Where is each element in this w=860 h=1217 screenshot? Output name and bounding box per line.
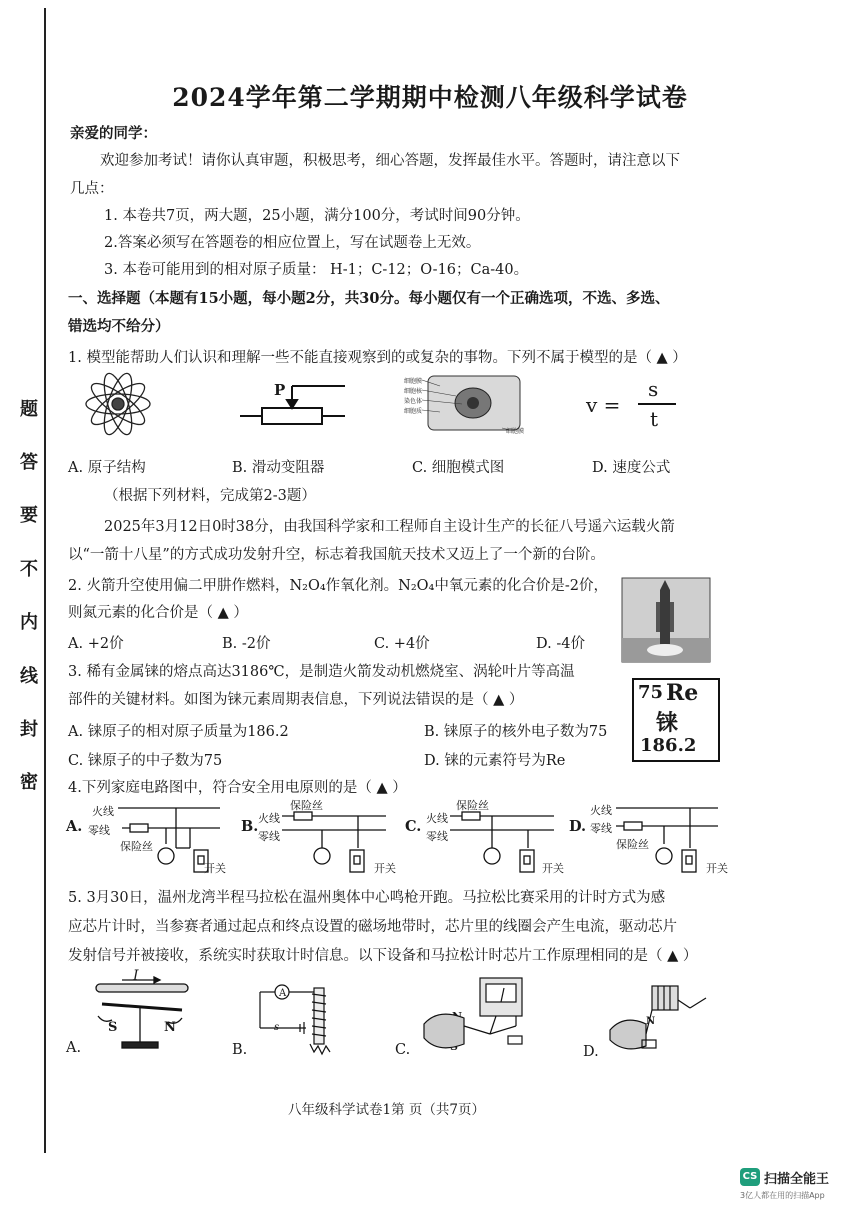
switch-label: 开关 (204, 862, 226, 875)
option-letter: A. (66, 1040, 82, 1056)
note-item: 3. 本卷可能用到的相对原子质量： H-1；C-12；O-16；Ca-40。 (104, 262, 529, 278)
fraction-bar (638, 403, 676, 405)
fuse-label: 保险丝 (120, 840, 153, 853)
side-char: 要 (20, 505, 38, 526)
rocket-launch-photo (622, 578, 710, 662)
magnet-pole-n: N (164, 1020, 176, 1035)
side-char: 封 (20, 719, 38, 740)
circuit-diagram-d (612, 800, 722, 880)
cell-label: 细胞膜 (404, 378, 423, 385)
question-stem: 应芯片计时，当参赛者通过起点和终点设置的磁场地带时，芯片里的线圈会产生电流，驱动芯片 (68, 919, 677, 935)
circuit-letter: C. (405, 818, 422, 835)
live-wire-label: 火线 (426, 812, 448, 825)
switch-label: 开关 (542, 862, 564, 875)
live-wire-label: 火线 (92, 805, 114, 818)
question-stem: 2. 火箭升空使用偏二甲肼作燃料，N₂O₄作氧化剂。N₂O₄中氧元素的化合价是-2价， (68, 578, 608, 594)
fuse-label: 保险丝 (456, 799, 489, 812)
option-b: B. -2价 (222, 636, 271, 652)
live-wire-label: 火线 (258, 812, 280, 825)
note-item: 1. 本卷共7页，两大题，25小题，满分100分，考试时间90分钟。 (104, 208, 530, 224)
generator-galvanometer-figure (420, 976, 540, 1060)
option-letter: D. (583, 1044, 599, 1060)
material-line: 2025年3月12日0时38分，由我国科学家和工程师自主设计生产的长征八号遥六运载火箭 (104, 519, 675, 535)
option-a: A. +2价 (68, 636, 124, 652)
intro-line: 几点： (70, 181, 114, 197)
element-card (632, 678, 720, 762)
page-title: 2024学年第二学期期中检测八年级科学试卷 (172, 83, 688, 112)
option-d: D. -4价 (536, 636, 585, 652)
circuit-diagram-b (282, 808, 392, 880)
material-note: （根据下列材料，完成第2-3题） (104, 488, 316, 504)
side-char: 密 (20, 772, 38, 793)
watermark-subtitle: 3亿人都在用的扫描App (740, 1191, 825, 1200)
question-stem: 5. 3月30日，温州龙湾半程马拉松在温州奥体中心鸣枪开跑。马拉松比赛采用的计时方式为感 (68, 890, 666, 906)
neutral-wire-label: 零线 (88, 824, 110, 837)
rheostat-figure (240, 380, 350, 432)
magnet-pole-n: N (646, 1016, 656, 1027)
circuit-letter: D. (569, 818, 587, 835)
element-name: 铼 (656, 710, 679, 736)
side-char: 答 (20, 452, 38, 473)
circuit-letter: A. (66, 818, 83, 835)
circuit-diagram-a (110, 800, 225, 880)
question-stem: 发射信号并被接收，系统实时获取计时信息。以下设备和马拉松计时芯片工作原理相同的是（ ▲ ） (68, 948, 698, 964)
option-letter: B. (232, 1042, 248, 1058)
live-wire-label: 火线 (590, 804, 612, 817)
oersted-experiment-figure (92, 980, 192, 1052)
option-b: B. 铼原子的核外电子数为75 (424, 724, 608, 740)
circuit-letter: B. (241, 818, 259, 835)
cell-label: 细胞核 (404, 388, 423, 395)
option-a: A. 原子结构 (68, 460, 146, 476)
ammeter-label: A (279, 988, 287, 999)
side-char: 线 (20, 666, 38, 687)
atomic-number: 75 (638, 682, 664, 703)
question-stem: 3. 稀有金属铼的熔点高达3186℃，是制造火箭发动机燃烧室、涡轮叶片等高温 (68, 664, 575, 680)
neutral-wire-label: 零线 (590, 822, 612, 835)
side-char: 内 (20, 612, 38, 633)
question-stem: 1. 模型能帮助人们认识和理解一些不能直接观察到的或复杂的事物。下列不属于模型的是（ ▲ ） (68, 350, 687, 366)
motor-battery-figure (606, 980, 736, 1056)
cell-label: 细胞质 (404, 408, 423, 415)
speed-formula-lhs: v = (586, 393, 621, 417)
option-b: B. 滑动变阻器 (232, 460, 325, 476)
fuse-label: 保险丝 (616, 838, 649, 851)
switch-label: 开关 (374, 862, 396, 875)
magnet-pole-s: S (108, 1020, 118, 1035)
switch-label-s: s (274, 1022, 280, 1033)
cell-label: 细胞膜 (506, 428, 525, 435)
electromagnet-figure (256, 980, 346, 1060)
switch-label: 开关 (706, 862, 728, 875)
atom-structure-figure (82, 370, 154, 438)
material-line: 以“一箭十八星”的方式成功发射升空，标志着我国航天技术又迈上了一个新的台阶。 (68, 547, 605, 563)
question-stem: 4.下列家庭电路图中，符合安全用电原则的是（ ▲ ） (68, 780, 407, 796)
circuit-diagram-c (450, 808, 560, 880)
greeting: 亲爱的同学： (70, 125, 157, 142)
question-stem: 则氮元素的化合价是（ ▲ ） (68, 605, 248, 621)
atomic-mass: 186.2 (640, 735, 697, 756)
question-stem: 部件的关键材料。如图为铼元素周期表信息，下列说法错误的是（ ▲ ） (68, 692, 524, 708)
option-d: D. 铼的元素符号为Re (424, 753, 566, 769)
option-c: C. 铼原子的中子数为75 (68, 753, 223, 769)
formula-denominator: t (650, 407, 659, 431)
side-char: 不 (20, 559, 38, 580)
option-d: D. 速度公式 (592, 460, 671, 476)
neutral-wire-label: 零线 (426, 830, 448, 843)
binding-margin-line (44, 8, 46, 1153)
cell-label: 染色体 (404, 398, 423, 405)
page-footer: 八年级科学试卷1第 页（共7页） (288, 1102, 485, 1118)
fuse-label: 保险丝 (290, 799, 323, 812)
formula-numerator: s (648, 377, 659, 401)
section-heading: 一、选择题（本题有15小题，每小题2分，共30分。每小题仅有一个正确选项，不选、多选、 (68, 290, 670, 307)
option-a: A. 铼原子的相对原子质量为186.2 (68, 724, 289, 740)
section-heading: 错选均不给分） (68, 318, 170, 335)
option-letter: C. (395, 1042, 411, 1058)
option-c: C. 细胞模式图 (412, 460, 505, 476)
option-c: C. +4价 (374, 636, 430, 652)
rheostat-slider-label: P (274, 381, 286, 399)
side-char: 题 (20, 399, 38, 420)
watermark-brand: 扫描全能王 (764, 1172, 830, 1187)
note-item: 2.答案必须写在答题卷的相应位置上，写在试题卷上无效。 (104, 235, 481, 251)
neutral-wire-label: 零线 (258, 830, 280, 843)
current-label: I (133, 968, 139, 984)
element-symbol: Re (666, 680, 699, 706)
scanner-logo-icon: CS (740, 1168, 760, 1186)
intro-line: 欢迎参加考试！请你认真审题，积极思考，细心答题，发挥最佳水平。答题时，请注意以下 (100, 153, 680, 169)
